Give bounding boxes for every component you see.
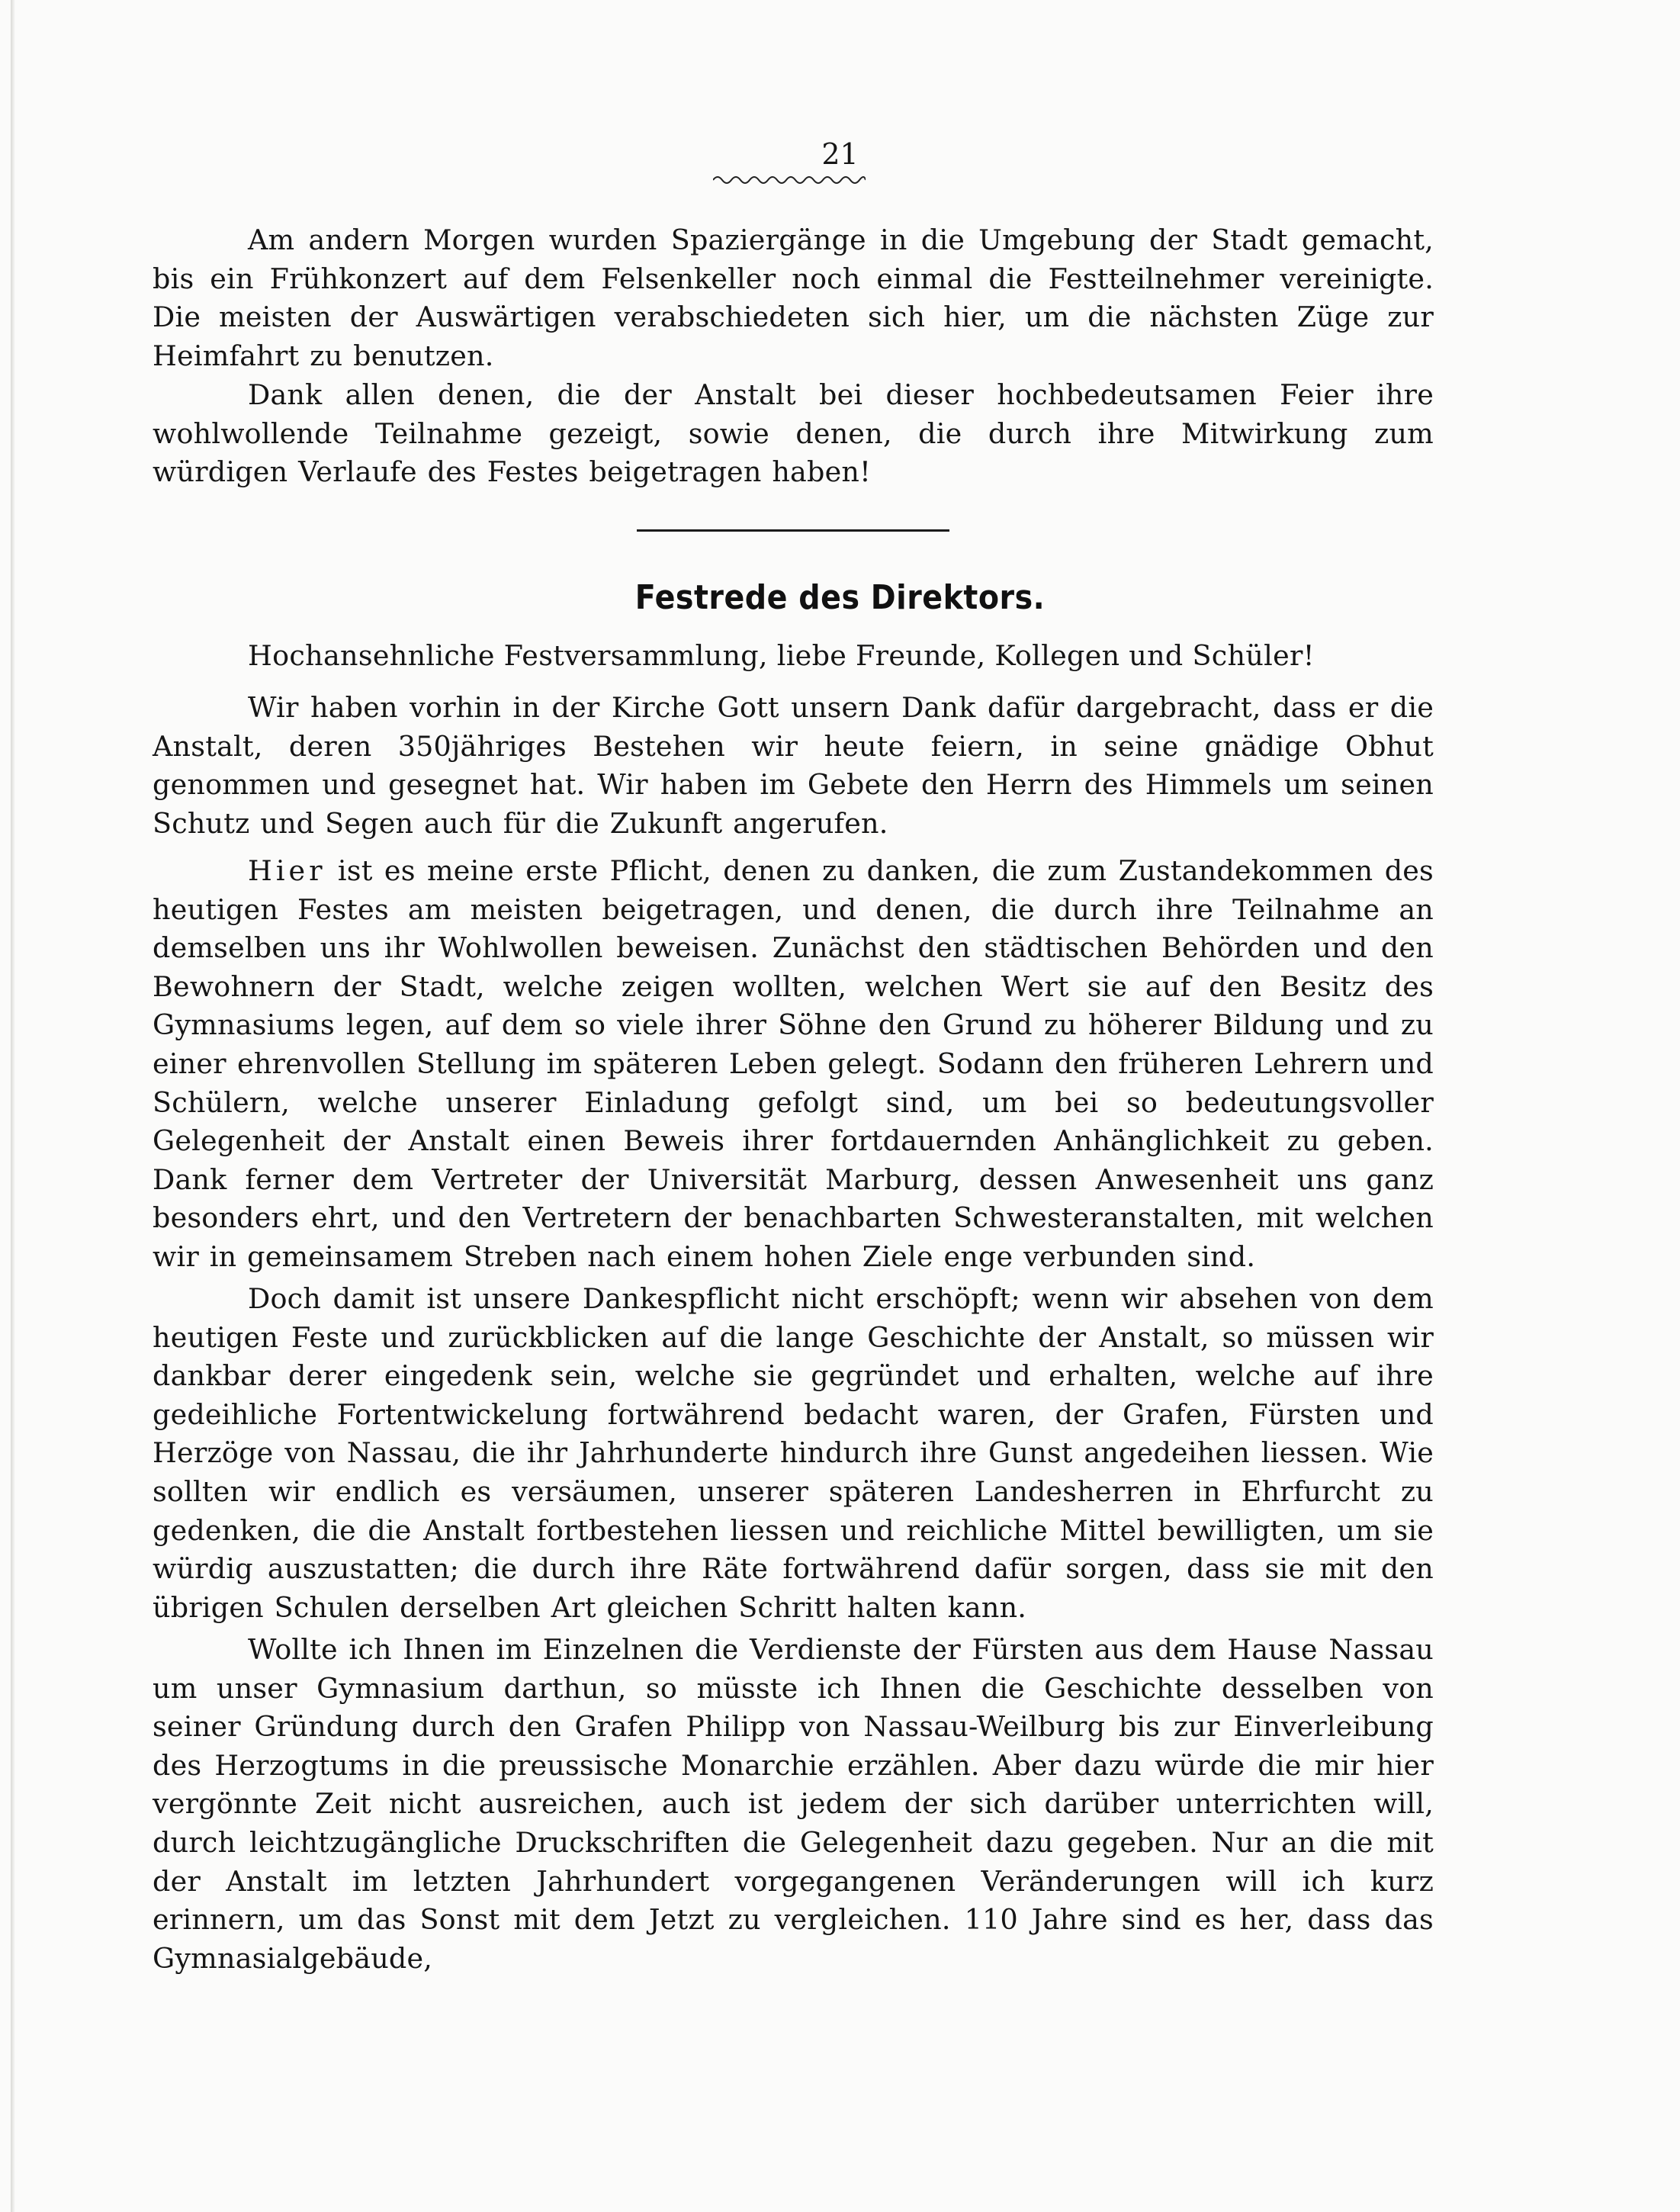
section-heading: Festrede des Direktors. bbox=[634, 578, 1046, 617]
speech-paragraph-3: Doch damit ist unsere Dankespflicht nicht erschöpft; wenn wir absehen von dem heutigen Feste und zurückblicken auf die lange Geschichte der Anstalt, so müssen wir dankbar derer eingedenk sein, welche sie gegründet und erhalten, welche auf ihre gedeihliche Fortentwickelung fortwährend bedacht waren, der Grafen, Fürsten und Herzöge von Nassau, die ihr Jahrhunderte hindurch ihre Gunst angedeihen liessen. Wie sollten wir endlich es versäumen, unserer späteren Landesherren in Ehrfurcht zu gedenken, die die Anstalt fortbestehen liessen und reichliche Mittel bewilligten, um sie würdig auszustatten; die durch ihre Räte fortwährend dafür sorgen, dass sie mit den übrigen Schulen derselben Art gleichen Schritt halten kann. bbox=[153, 1282, 1434, 1624]
page-edge bbox=[11, 0, 15, 2212]
section-divider bbox=[637, 529, 949, 532]
speech-paragraph-1: Wir haben vorhin in der Kirche Gott unsern Dank dafür dargebracht, dass er die Anstalt, deren 350jähriges Bestehen wir heute feiern, in seine gnädige Obhut genommen und gesegnet hat. Wir haben im Gebete den Herrn des Himmels um seinen Schutz und Segen auch für die Zukunft angerufen. bbox=[153, 691, 1434, 840]
page-number: 21 bbox=[821, 137, 859, 171]
speech-paragraph-4: Wollte ich Ihnen im Einzelnen die Verdienste der Fürsten aus dem Hause Nassau um unser Gymnasium darthun, so müsste ich Ihnen die Geschichte desselben von seiner Gründung durch den Grafen Philipp von Nassau-Weilburg bis zur Einverleibung des Herzogtums in die preussische Monarchie erzählen. Aber dazu würde die mir hier vergönnte Zeit nicht ausreichen, auch ist jedem der sich darüber unterrichten will, durch leichtzugängliche Druckschriften die Gelegenheit dazu gegeben. Nur an die mit der Anstalt im letzten Jahrhundert vorgegangenen Veränderungen will ich kurz erinnern, um das Sonst mit dem Jetzt zu vergleichen. 110 Jahre sind es her, dass das Gymnasialgebäude, bbox=[153, 1633, 1434, 1975]
paragraph-thanks: Dank allen denen, die der Anstalt bei dieser hochbedeutsamen Feier ihre wohlwollende Teilnahme gezeigt, sowie denen, die durch ihre Mitwirkung zum würdigen Verlaufe des Festes beigetragen haben! bbox=[153, 378, 1434, 489]
paragraph-morning-walks: Am andern Morgen wurden Spaziergänge in die Umgebung der Stadt gemacht, bis ein Frühkonzert auf dem Felsenkeller noch einmal die Festteilnehmer vereinigte. Die meisten der Auswärtigen verabschiedeten sich hier, um die nächsten Züge zur Heimfahrt zu benutzen. bbox=[153, 223, 1434, 372]
speech-paragraph-2 bbox=[153, 852, 1434, 1277]
wavy-ornament bbox=[713, 174, 866, 186]
emphasis-hier: Hier bbox=[248, 854, 326, 887]
salutation: Hochansehnliche Festversammlung, liebe Freunde, Kollegen und Schüler! bbox=[248, 639, 1315, 672]
speech-paragraph-2-text: ist es meine erste Pflicht, denen zu danken, die zum Zustandekommen des heutigen Festes am meisten beigetragen, und denen, die durch ihre Teilnahme an demselben uns ihr Wohlwollen beweisen. Zunächst den städtischen Behörden und den Bewohnern der Stadt, welche zeigen wollten, welchen Wert sie auf den Besitz des Gymnasiums legen, auf dem so viele ihrer Söhne den Grund zu höherer Bildung und zu einer ehrenvollen Stellung im späteren Leben gelegt. Sodann den früheren Lehrern und Schülern, welche unserer Einladung gefolgt sind, um bei so bedeutungsvoller Gelegenheit der Anstalt einen Beweis ihrer fortdauernden Anhänglichkeit zu geben. Dank ferner dem Vertreter der Universität Marburg, dessen Anwesenheit uns ganz besonders ehrt, und den Vertretern der benachbarten Schwesteranstalten, mit welchen wir in gemeinsamem Streben nach einem hohen Ziele enge verbunden sind. bbox=[153, 854, 1434, 1273]
